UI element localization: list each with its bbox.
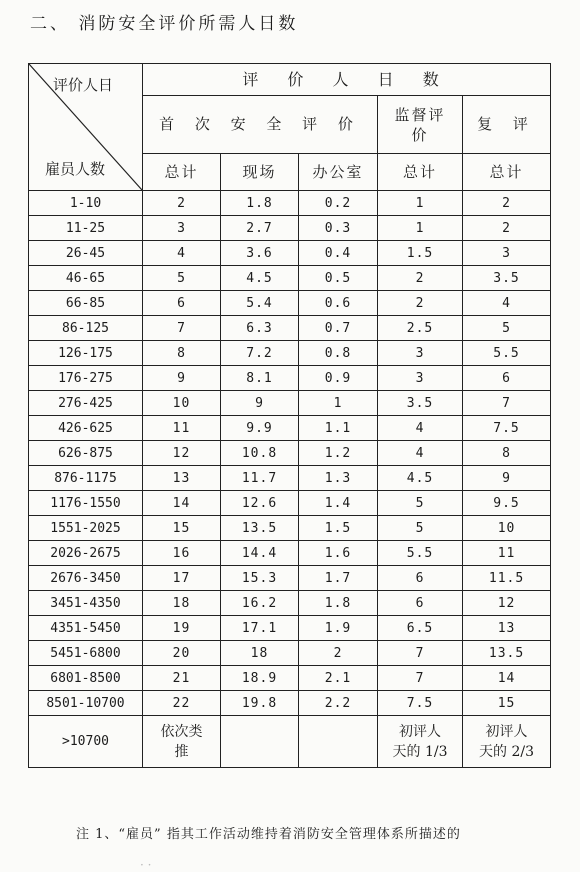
- cell-reeval-total: 3.5: [463, 266, 551, 291]
- cell-range: 6801-8500: [29, 666, 143, 691]
- cell-office: 1.1: [299, 416, 378, 441]
- last-row-total-line2: 推: [174, 743, 189, 760]
- cell-onsite: 9: [221, 391, 299, 416]
- cell-onsite: 1.8: [221, 191, 299, 216]
- cell-reeval-total: 6: [463, 366, 551, 391]
- cell-range: 1176-1550: [29, 491, 143, 516]
- cell-reeval-total: 15: [463, 691, 551, 716]
- cell-office: 1.3: [299, 466, 378, 491]
- cell-total: 5: [143, 266, 221, 291]
- cell-range: 8501-10700: [29, 691, 143, 716]
- sub-header-total: 总计: [143, 154, 221, 191]
- cell-total: 2: [143, 191, 221, 216]
- table-row: [29, 516, 551, 541]
- last-row-supervision-line1: 初评人: [399, 723, 441, 740]
- cell-reeval-total: 7: [463, 391, 551, 416]
- cell-range: 11-25: [29, 216, 143, 241]
- cell-onsite: 12.6: [221, 491, 299, 516]
- last-row-reeval: [463, 716, 551, 768]
- table-row: [29, 591, 551, 616]
- sub-header-reeval-total: 总计: [463, 154, 551, 191]
- cell-office: 2: [299, 641, 378, 666]
- cell-reeval-total: 2: [463, 191, 551, 216]
- reeval-header: 复 评: [463, 96, 551, 154]
- cell-supervision-total: 1.5: [378, 241, 463, 266]
- table-row: [29, 666, 551, 691]
- last-row-supervision-line2: 天的 1/3: [392, 743, 448, 760]
- sub-header-office: 办公室: [299, 154, 378, 191]
- cell-total: 8: [143, 341, 221, 366]
- cell-reeval-total: 2: [463, 216, 551, 241]
- cell-total: 21: [143, 666, 221, 691]
- cell-office: 0.5: [299, 266, 378, 291]
- table-row: [29, 416, 551, 441]
- supervision-header-line1: 监督评: [394, 105, 446, 124]
- cell-office: 1.6: [299, 541, 378, 566]
- cell-total: 18: [143, 591, 221, 616]
- cell-supervision-total: 7.5: [378, 691, 463, 716]
- cell-reeval-total: 11.5: [463, 566, 551, 591]
- cell-total: 11: [143, 416, 221, 441]
- first-eval-header: 首 次 安 全 评 价: [143, 96, 378, 154]
- cell-onsite: 14.4: [221, 541, 299, 566]
- cell-office: 0.7: [299, 316, 378, 341]
- cell-supervision-total: 7: [378, 641, 463, 666]
- cell-reeval-total: 13: [463, 616, 551, 641]
- cell-range: 4351-5450: [29, 616, 143, 641]
- cell-onsite: 15.3: [221, 566, 299, 591]
- table-row: [29, 491, 551, 516]
- table-row: [29, 691, 551, 716]
- table-row: [29, 566, 551, 591]
- cell-office: 0.9: [299, 366, 378, 391]
- table-row: [29, 341, 551, 366]
- cell-reeval-total: 9.5: [463, 491, 551, 516]
- cell-office: 2.1: [299, 666, 378, 691]
- group-header: 评 价 人 日 数: [143, 64, 551, 96]
- cell-supervision-total: 6.5: [378, 616, 463, 641]
- cell-office: 1.9: [299, 616, 378, 641]
- cell-onsite: 18: [221, 641, 299, 666]
- cell-total: 13: [143, 466, 221, 491]
- cell-total: 17: [143, 566, 221, 591]
- table-row: [29, 291, 551, 316]
- last-row-office: [299, 716, 378, 768]
- cell-supervision-total: 1: [378, 216, 463, 241]
- cell-onsite: 3.6: [221, 241, 299, 266]
- cell-office: 0.2: [299, 191, 378, 216]
- table-row: [29, 441, 551, 466]
- table-row: [29, 216, 551, 241]
- cell-reeval-total: 12: [463, 591, 551, 616]
- cell-range: 3451-4350: [29, 591, 143, 616]
- cell-reeval-total: 4: [463, 291, 551, 316]
- cell-supervision-total: 4: [378, 441, 463, 466]
- evaluation-days-table: [28, 63, 551, 768]
- cell-office: 1.7: [299, 566, 378, 591]
- table-row: [29, 466, 551, 491]
- cell-total: 12: [143, 441, 221, 466]
- cell-reeval-total: 14: [463, 666, 551, 691]
- cell-supervision-total: 2: [378, 291, 463, 316]
- cell-onsite: 2.7: [221, 216, 299, 241]
- scan-specks: · ·: [140, 858, 152, 872]
- last-row-reeval-line2: 天的 2/3: [479, 743, 535, 760]
- cell-office: 0.8: [299, 341, 378, 366]
- cell-reeval-total: 13.5: [463, 641, 551, 666]
- cell-supervision-total: 4: [378, 416, 463, 441]
- cell-supervision-total: 6: [378, 566, 463, 591]
- cell-office: 2.2: [299, 691, 378, 716]
- cell-supervision-total: 3: [378, 341, 463, 366]
- cell-onsite: 10.8: [221, 441, 299, 466]
- cell-reeval-total: 10: [463, 516, 551, 541]
- cell-supervision-total: 6: [378, 591, 463, 616]
- cell-range: 876-1175: [29, 466, 143, 491]
- cell-reeval-total: 8: [463, 441, 551, 466]
- cell-onsite: 19.8: [221, 691, 299, 716]
- cell-reeval-total: 11: [463, 541, 551, 566]
- cell-onsite: 11.7: [221, 466, 299, 491]
- cell-onsite: 4.5: [221, 266, 299, 291]
- cell-range: 1-10: [29, 191, 143, 216]
- cell-reeval-total: 5.5: [463, 341, 551, 366]
- corner-top-label: 评价人日: [53, 76, 114, 94]
- cell-range: 46-65: [29, 266, 143, 291]
- cell-range: 2026-2675: [29, 541, 143, 566]
- cell-total: 3: [143, 216, 221, 241]
- cell-supervision-total: 1: [378, 191, 463, 216]
- cell-supervision-total: 2: [378, 266, 463, 291]
- cell-range: 5451-6800: [29, 641, 143, 666]
- last-row-total: [143, 716, 221, 768]
- cell-total: 20: [143, 641, 221, 666]
- corner-bottom-label: 雇员人数: [45, 160, 106, 178]
- table-row: [29, 366, 551, 391]
- cell-office: 0.3: [299, 216, 378, 241]
- cell-total: 19: [143, 616, 221, 641]
- cell-supervision-total: 4.5: [378, 466, 463, 491]
- cell-office: 0.6: [299, 291, 378, 316]
- table-row: [29, 541, 551, 566]
- cell-reeval-total: 7.5: [463, 416, 551, 441]
- cell-supervision-total: 3.5: [378, 391, 463, 416]
- last-row-supervision: [378, 716, 463, 768]
- cell-total: 22: [143, 691, 221, 716]
- cell-total: 10: [143, 391, 221, 416]
- cell-range: 426-625: [29, 416, 143, 441]
- cell-range: 86-125: [29, 316, 143, 341]
- cell-total: 15: [143, 516, 221, 541]
- sub-header-onsite: 现场: [221, 154, 299, 191]
- cell-office: 1.2: [299, 441, 378, 466]
- cell-onsite: 16.2: [221, 591, 299, 616]
- cell-onsite: 17.1: [221, 616, 299, 641]
- cell-onsite: 18.9: [221, 666, 299, 691]
- cell-supervision-total: 5.5: [378, 541, 463, 566]
- table-row: [29, 266, 551, 291]
- cell-total: 16: [143, 541, 221, 566]
- section-heading: 二、 消防安全评价所需人日数: [30, 14, 299, 34]
- sub-header-supervision-total: 总计: [378, 154, 463, 191]
- table-row: [29, 316, 551, 341]
- footnote: 注 1、“雇员” 指其工作活动维持着消防安全管理体系所描述的: [76, 827, 461, 842]
- cell-range: 66-85: [29, 291, 143, 316]
- cell-office: 1.5: [299, 516, 378, 541]
- cell-reeval-total: 9: [463, 466, 551, 491]
- cell-supervision-total: 5: [378, 491, 463, 516]
- cell-supervision-total: 3: [378, 366, 463, 391]
- cell-range: 176-275: [29, 366, 143, 391]
- last-row-range: >10700: [29, 716, 143, 768]
- table-row: [29, 391, 551, 416]
- supervision-header-line2: 价: [411, 125, 429, 144]
- last-row-total-line1: 依次类: [160, 723, 203, 740]
- cell-range: 276-425: [29, 391, 143, 416]
- last-row-reeval-line1: 初评人: [485, 723, 528, 740]
- table-row: [29, 241, 551, 266]
- cell-supervision-total: 7: [378, 666, 463, 691]
- cell-reeval-total: 5: [463, 316, 551, 341]
- cell-total: 9: [143, 366, 221, 391]
- cell-office: 1.8: [299, 591, 378, 616]
- cell-range: 626-875: [29, 441, 143, 466]
- cell-range: 1551-2025: [29, 516, 143, 541]
- cell-office: 1.4: [299, 491, 378, 516]
- cell-range: 2676-3450: [29, 566, 143, 591]
- table-row: [29, 616, 551, 641]
- last-row-onsite: [221, 716, 299, 768]
- cell-total: 4: [143, 241, 221, 266]
- cell-onsite: 5.4: [221, 291, 299, 316]
- cell-onsite: 9.9: [221, 416, 299, 441]
- cell-onsite: 8.1: [221, 366, 299, 391]
- corner-header-cell: [29, 64, 143, 191]
- cell-office: 1: [299, 391, 378, 416]
- cell-range: 126-175: [29, 341, 143, 366]
- supervision-header: [378, 96, 463, 154]
- cell-onsite: 13.5: [221, 516, 299, 541]
- cell-total: 7: [143, 316, 221, 341]
- cell-office: 0.4: [299, 241, 378, 266]
- table-row: [29, 641, 551, 666]
- cell-onsite: 6.3: [221, 316, 299, 341]
- cell-total: 6: [143, 291, 221, 316]
- table-row: [29, 191, 551, 216]
- cell-onsite: 7.2: [221, 341, 299, 366]
- cell-reeval-total: 3: [463, 241, 551, 266]
- cell-range: 26-45: [29, 241, 143, 266]
- cell-total: 14: [143, 491, 221, 516]
- cell-supervision-total: 5: [378, 516, 463, 541]
- cell-supervision-total: 2.5: [378, 316, 463, 341]
